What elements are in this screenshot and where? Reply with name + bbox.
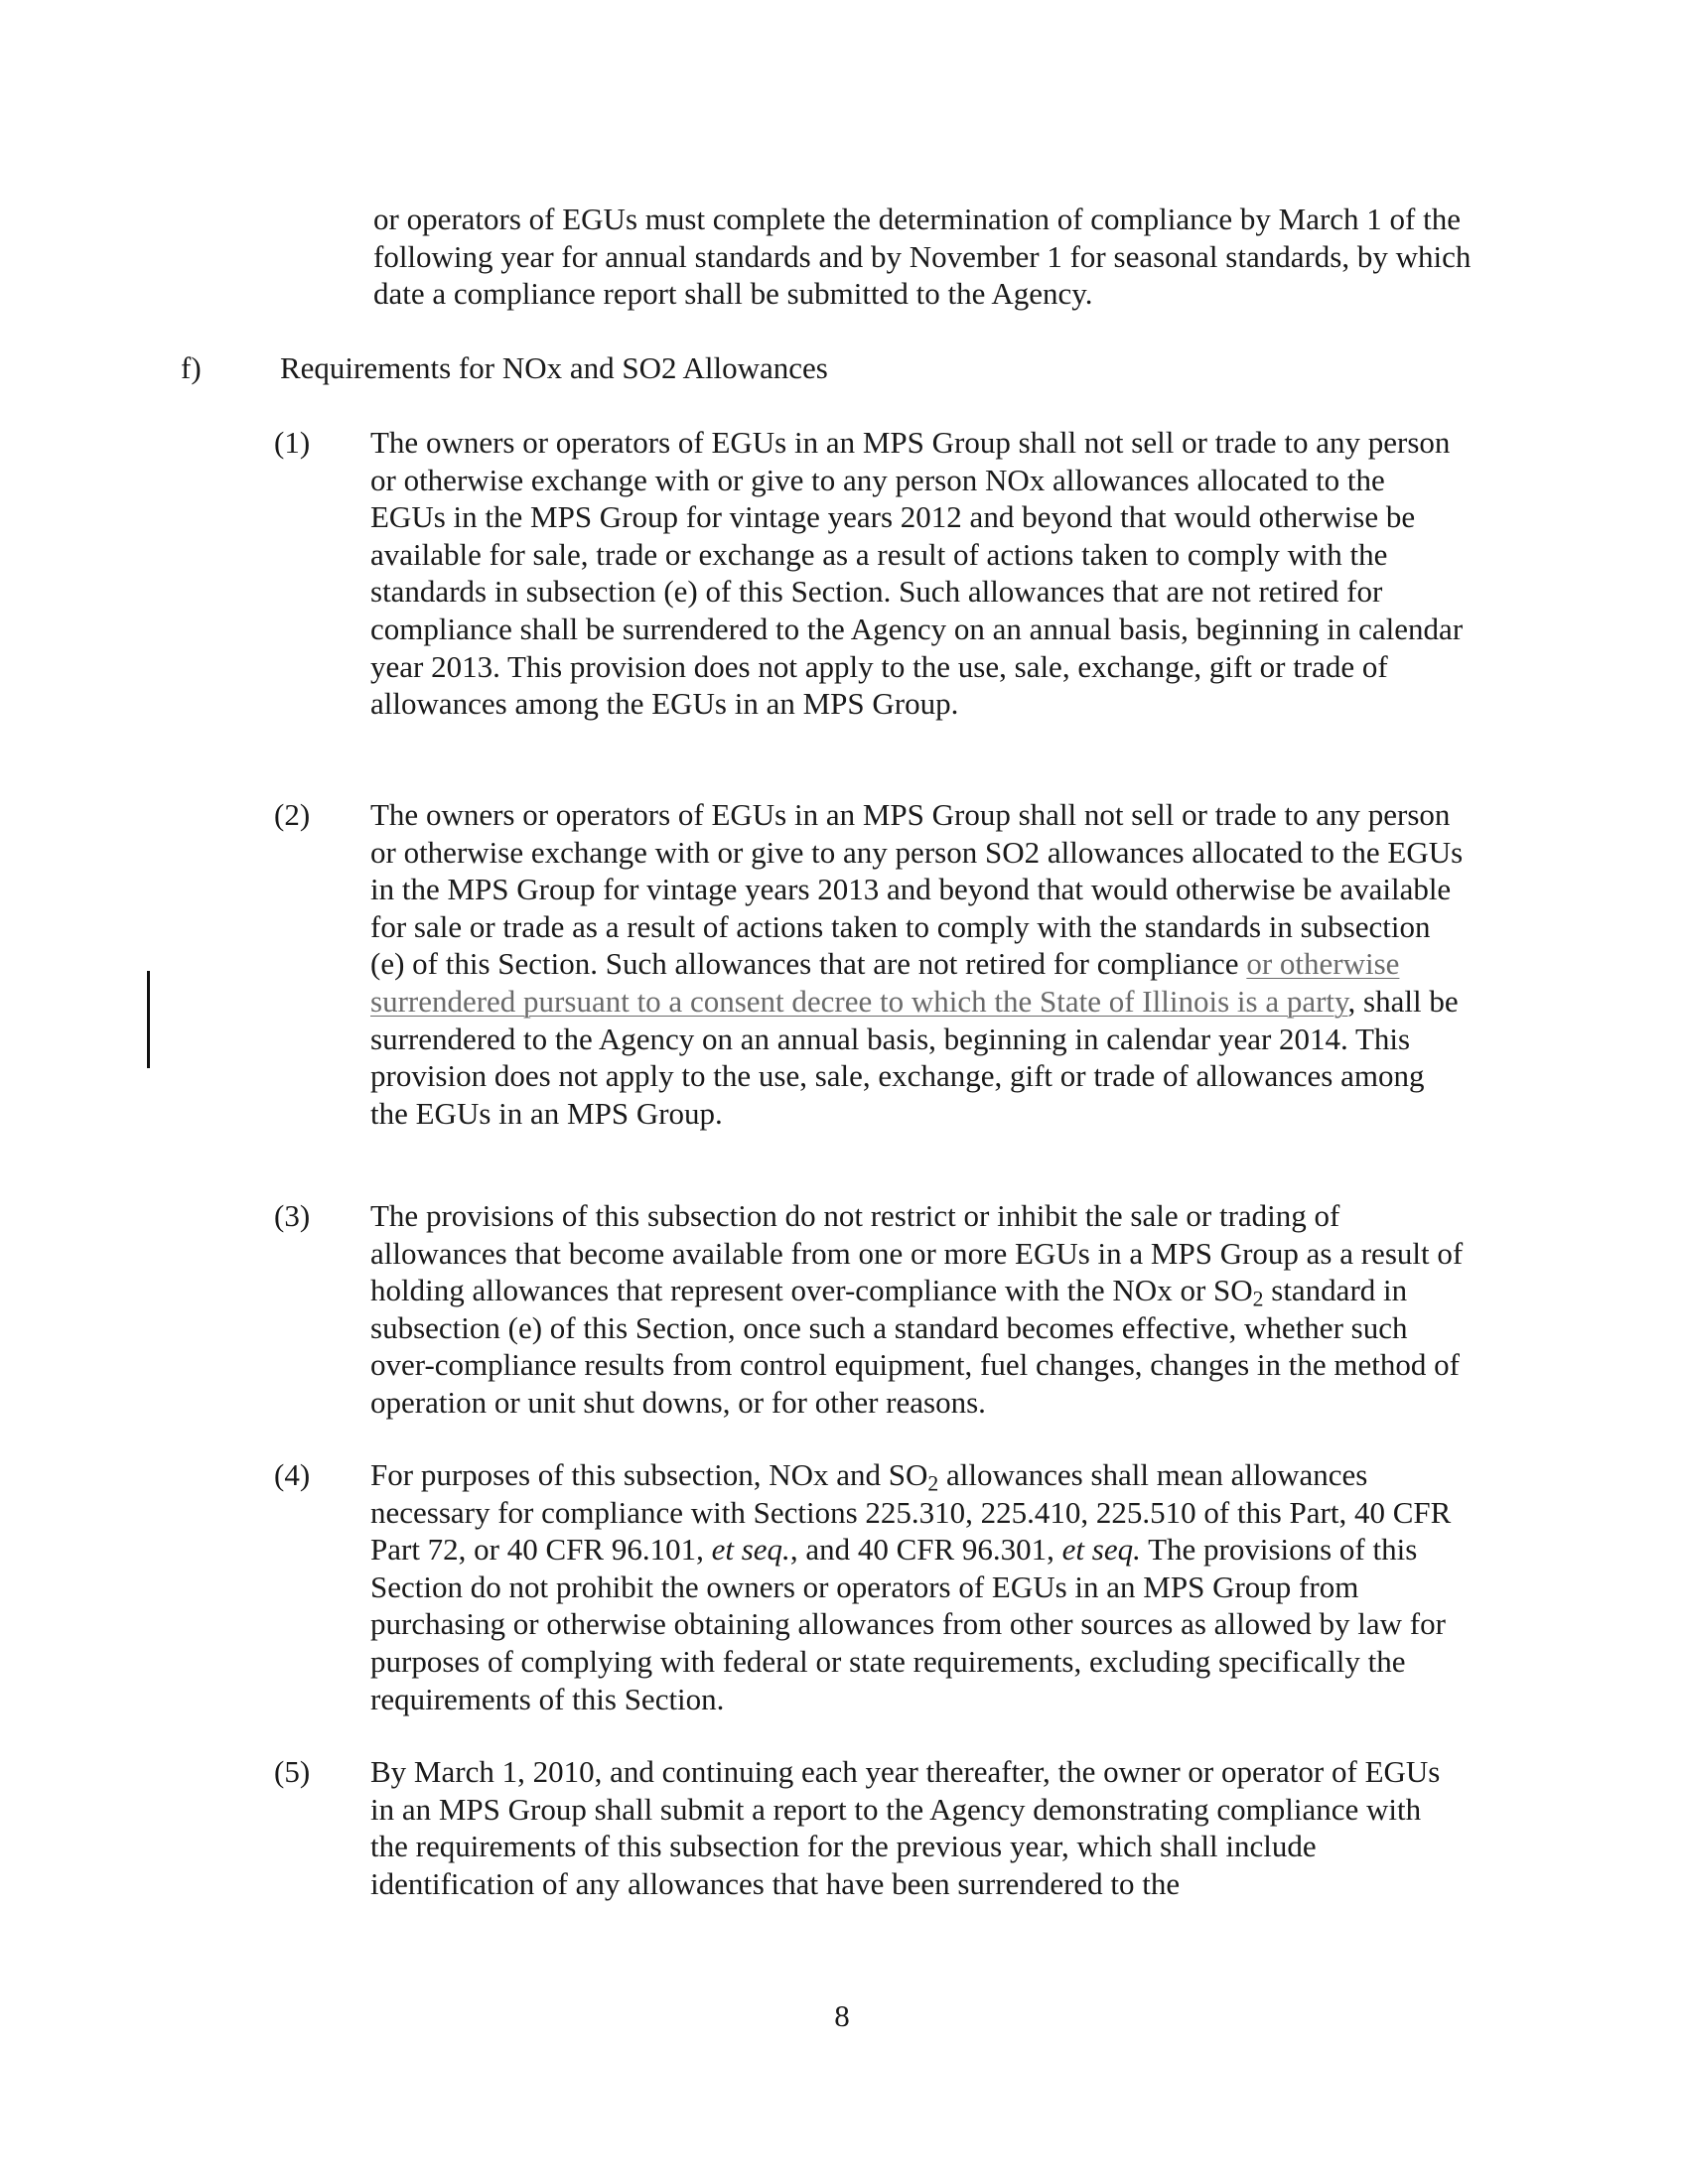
item-number: (2) — [274, 797, 311, 832]
italic-citation: et seq. — [711, 1532, 790, 1568]
item-text-part: , and 40 CFR 96.301, — [789, 1532, 1062, 1568]
item-text — [370, 1197, 1466, 1422]
item-number: (4) — [274, 1457, 311, 1492]
subscript: 2 — [927, 1471, 939, 1496]
item-text — [370, 796, 1466, 1132]
item-text-part: allowances shall mean allowances necessary for compliance with Sections 225.310, 225.410, 225.510 of this Part, 40 CFR Part 72, or 40 CFR 96.101, — [370, 1457, 1452, 1568]
item-text-before: The owners or operators of EGUs in an MPS Group shall not sell or trade to any person or otherwise exchange with or give to any person SO2 allowances allocated to the EGUs in the MPS Group for vintage years 2013 and beyond that would otherwise be available for sale or trade as a result of actions taken to comply with the standards in subsection (e) of this Section. Such allowances that are not retired for compliance — [370, 797, 1464, 982]
item-text-part: For purposes of this subsection, NOx and SO — [370, 1457, 928, 1492]
amended-insertion: or otherwise surrendered pursuant to a consent decree to which the State of Illinois is a party — [370, 946, 1400, 1019]
revision-change-bar — [147, 971, 150, 1068]
item-text-part: The provisions of this subsection do not restrict or inhibit the sale or trading of allowances that become available from one or more EGUs in a MPS Group as a result of holding allowances that represent over-compliance with the NOx or SO — [370, 1198, 1464, 1308]
item-text: By March 1, 2010, and continuing each year thereafter, the owner or operator of EGUs in an MPS Group shall submit a report to the Agency demonstrating compliance with the requirements of this subsection for the previous year, which shall include identification of any allowances that have been surrendered to the — [370, 1754, 1441, 1901]
italic-citation: et seq. — [1061, 1532, 1141, 1568]
item-number: (5) — [274, 1754, 311, 1789]
section-label: f) — [181, 350, 202, 385]
item-number: (1) — [274, 425, 311, 460]
item-text-after: , shall be surrendered to the Agency on an annual basis, beginning in calendar year 2014. This provision does not apply to the use, sale, exchange, gift or trade of allowances among the EGUs in an MPS Group. — [370, 983, 1459, 1131]
item-text — [370, 1456, 1466, 1717]
item-text-part: standard in subsection (e) of this Section, once such a standard becomes effective, whether such over-compliance results from control equipment, fuel changes, changes in the method of operation or unit shut downs, or for other reasons. — [370, 1273, 1460, 1420]
section-heading: Requirements for NOx and SO2 Allowances — [280, 350, 828, 385]
item-text: The owners or operators of EGUs in an MPS Group shall not sell or trade to any person or otherwise exchange with or give to any person NOx allowances allocated to the EGUs in the MPS Group for vintage years 2012 and beyond that would otherwise be available for sale, trade or exchange as a result of actions taken to comply with the standards in subsection (e) of this Section. Such allowances that are not retired for compliance shall be surrendered to the Agency on an annual basis, beginning in calendar year 2013. This provision does not apply to the use, sale, exchange, gift or trade of allowances among the EGUs in an MPS Group. — [370, 425, 1464, 722]
page-number: 8 — [834, 1998, 850, 2033]
subscript: 2 — [1252, 1287, 1264, 1311]
intro-paragraph: or operators of EGUs must complete the determination of compliance by March 1 of the following year for annual standards and by November 1 for seasonal standards, by which date a compliance report shall be submitted to the Agency. — [373, 202, 1472, 312]
item-text-part: The provisions of this Section do not prohibit the owners or operators of EGUs in an MPS Group from purchasing or otherwise obtaining allowances from other sources as allowed by law for purposes of complying with federal or state requirements, excluding specifically the requirements of this Section. — [370, 1532, 1446, 1716]
item-number: (3) — [274, 1198, 311, 1233]
